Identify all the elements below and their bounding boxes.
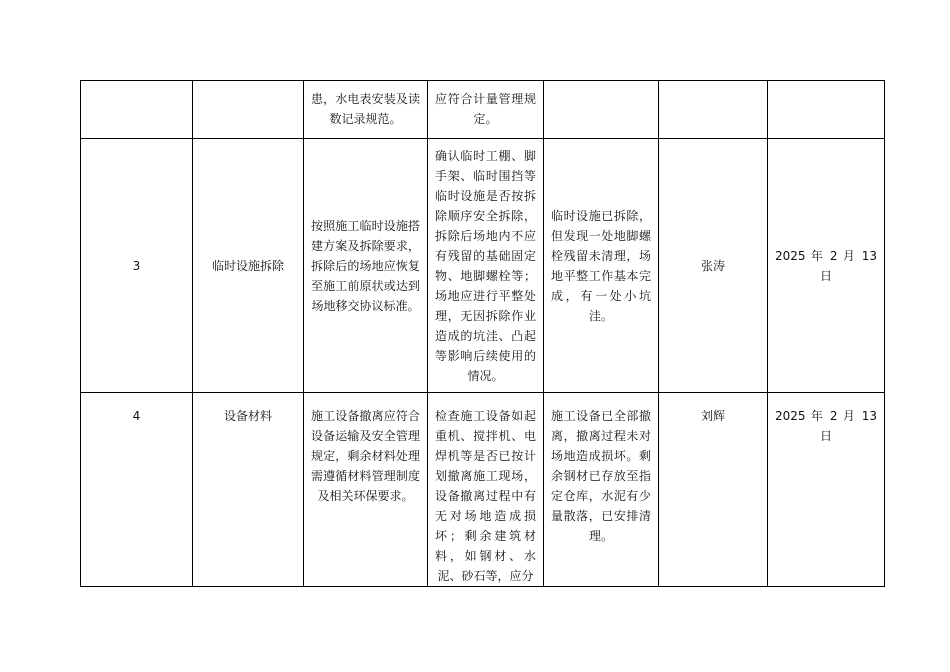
item-name: 临时设施拆除 [211, 258, 284, 273]
cell-item [193, 81, 304, 139]
inspection-date: 2025 年 2 月 13 日 [775, 409, 877, 443]
cell-no [81, 393, 193, 587]
cell-date [768, 393, 885, 587]
inspector-name: 刘辉 [700, 409, 725, 423]
requirement-text: 按照施工临时设施搭建方案及拆除要求，拆除后的场地应恢复至施工前原状或达到场地移交协议标准。 [311, 218, 420, 313]
cell-no [81, 81, 193, 139]
cell-no [81, 139, 193, 393]
cell-item [193, 393, 304, 587]
item-name: 设备材料 [223, 409, 272, 423]
table-row [81, 139, 885, 393]
requirement-text: 施工设备撤离应符合设备运输及安全管理规定，剩余材料处理需遵循材料管理制度及相关环保要求。 [311, 409, 420, 503]
cell-inspector [659, 393, 768, 587]
inspection-text: 确认临时工棚、脚手架、临时围挡等临时设施是否按拆除顺序安全拆除，拆除后场地内不应有残留的基础固定物、地脚螺栓等；场地应进行平整处理，无因拆除作业造成的坑洼、凸起等影响后续使用的情况。 [435, 148, 536, 383]
cell-result [544, 81, 659, 139]
cell-date [768, 81, 885, 139]
inspection-text: 检查施工设备如起重机、搅拌机、电焊机等是否已按计划撤离施工现场，设备撤离过程中有无对场地造成损坏；剩余建筑材料，如钢材、水泥、砂石等，应分 [435, 409, 536, 583]
result-text: 施工设备已全部撤离，撤离过程未对场地造成损坏。剩余钢材已存放至指定仓库，水泥有少量散落，已安排清理。 [551, 409, 651, 543]
table-row [81, 81, 885, 139]
cell-requirement [304, 393, 428, 587]
row-number: 3 [132, 258, 141, 273]
cell-inspector [659, 81, 768, 139]
inspector-name: 张涛 [700, 258, 725, 273]
inspection-table [80, 80, 885, 587]
cell-inspection [428, 81, 544, 139]
cell-result [544, 393, 659, 587]
table-row [81, 393, 885, 587]
cell-requirement [304, 81, 428, 139]
cell-inspection [428, 139, 544, 393]
cell-item [193, 139, 304, 393]
cell-inspection [428, 393, 544, 587]
inspection-date: 2025 年 2 月 13 日 [775, 248, 877, 283]
inspection-text: 应符合计量管理规定。 [435, 92, 536, 126]
cell-requirement [304, 139, 428, 393]
cell-date [768, 139, 885, 393]
cell-inspector [659, 139, 768, 393]
cell-result [544, 139, 659, 393]
row-number: 4 [132, 409, 141, 423]
result-text: 临时设施已拆除，但发现一处地脚螺栓残留未清理，场地平整工作基本完成，有一处小坑洼。 [551, 208, 651, 323]
requirement-text: 患，水电表安装及读数记录规范。 [311, 92, 420, 126]
